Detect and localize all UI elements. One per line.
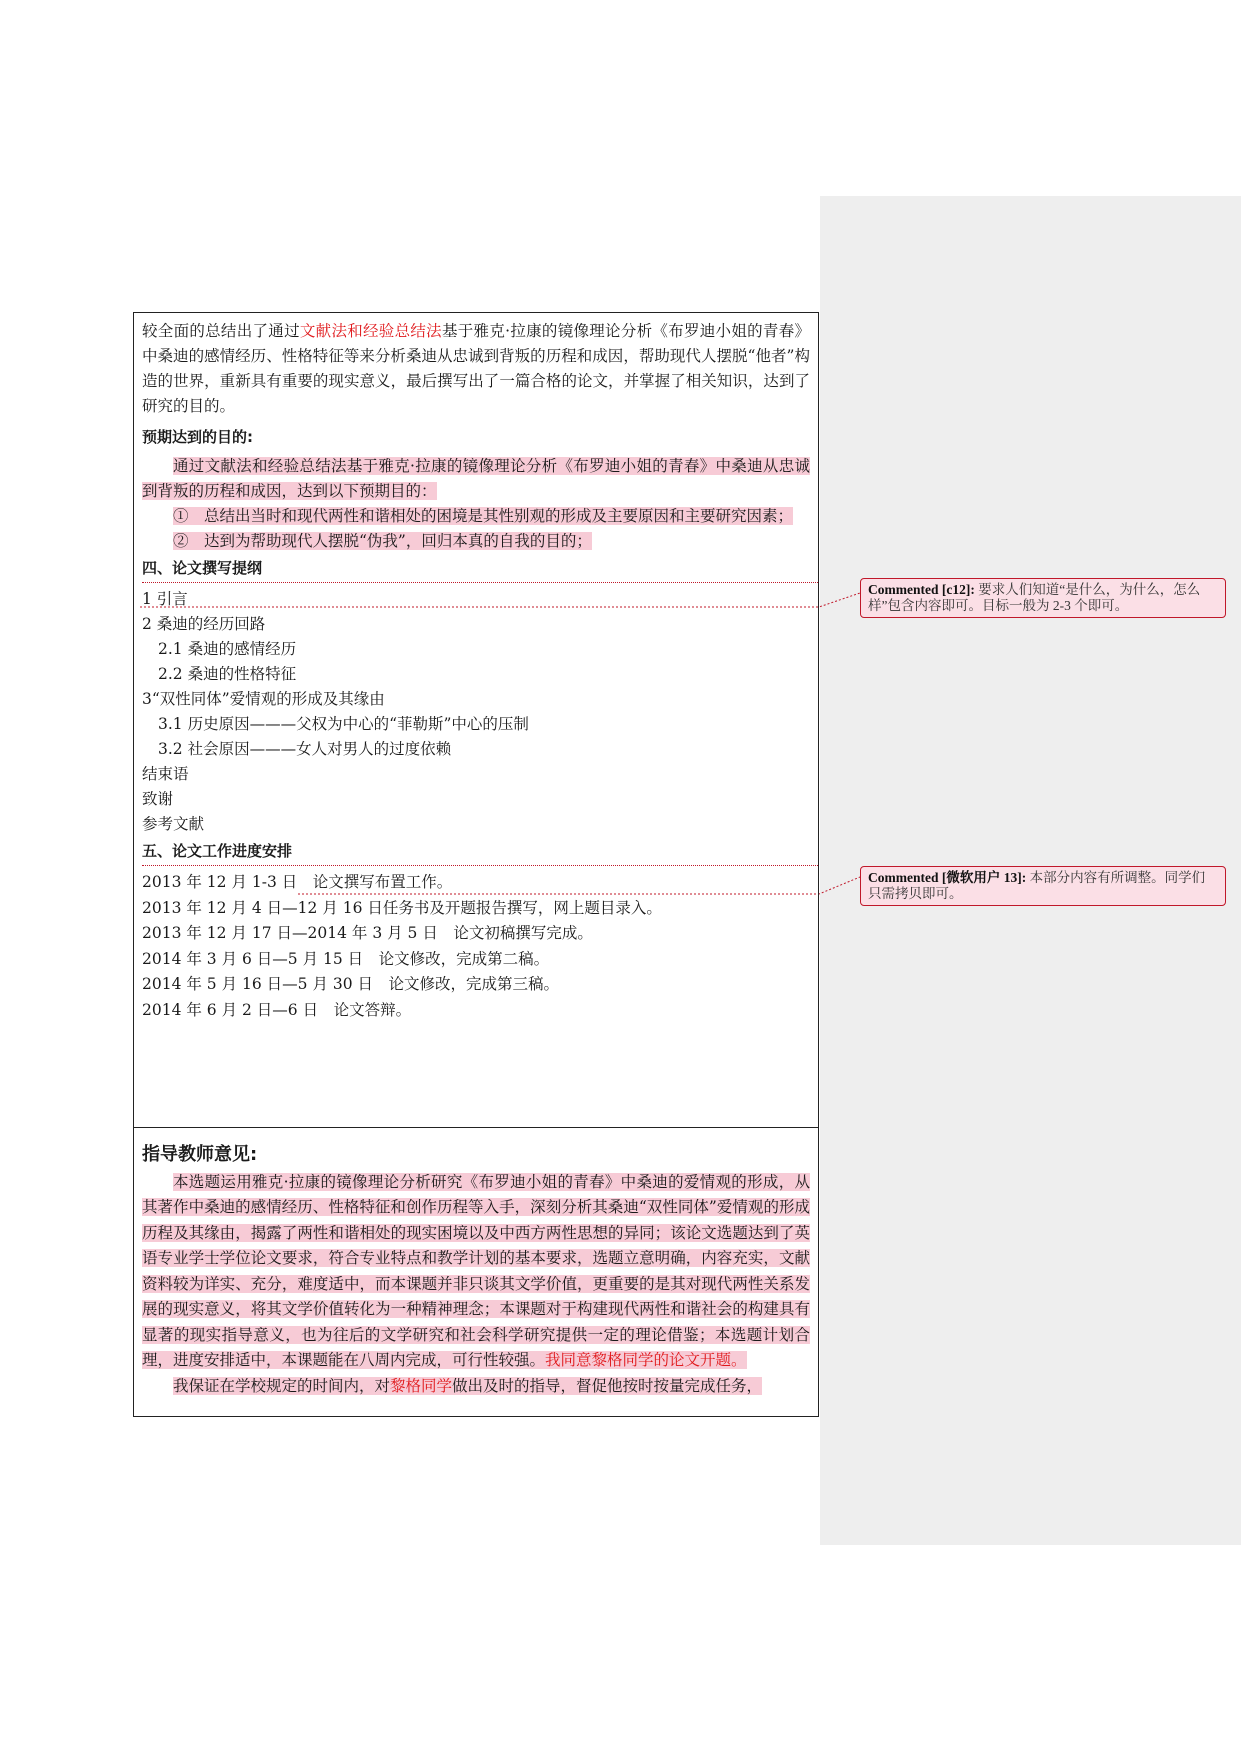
outline-item: 3.1 历史原因———父权为中心的“菲勒斯”中心的压制 <box>158 715 529 733</box>
schedule-list <box>142 870 810 1023</box>
comment-balloon-13[interactable] <box>860 866 1226 906</box>
schedule-item: 2013 年 12 月 4 日—12 月 16 日任务书及开题报告撰写，网上题目录入。 <box>142 898 662 917</box>
outline-item: 1 引言 <box>142 590 188 608</box>
method-highlight: 文献法和经验总结法 <box>299 322 442 340</box>
schedule-item: 2014 年 3 月 6 日—5 月 15 日 论文修改，完成第二稿。 <box>142 949 550 968</box>
outline-item: 参考文献 <box>142 815 205 833</box>
outline-list <box>142 587 810 837</box>
comment-text: 要求人们知道“是什么，为什么，怎么样”包含内容即可。目标一般为 2-3 个即可。 <box>868 582 1201 613</box>
outline-item: 3.2 社会原因———女人对男人的过度依赖 <box>158 740 452 758</box>
outline-item: 结束语 <box>142 765 189 783</box>
schedule-heading: 五、论文工作进度安排 <box>142 839 818 866</box>
outline-heading: 四、论文撰写提纲 <box>142 556 818 583</box>
comment-text: 本部分内容有所调整。同学们只需拷贝即可。 <box>868 870 1206 901</box>
schedule-item: 2014 年 5 月 16 日—5 月 30 日 论文修改，完成第三稿。 <box>142 975 560 993</box>
intro-paragraph: 较全面的总结出了通过文献法和经验总结法基于雅克·拉康的镜像理论分析《布罗迪小姐的青春》中桑迪的感情经历、性格特征等来分析桑迪从忠诚到背叛的历程和成因，帮助现代人摆脱“他者”构造的世界，重新具有重要的现实意义，最后撰写出了一篇合格的论文，并掌握了相关知识，达到了研究的目的。 <box>142 322 810 415</box>
schedule-item: 2013 年 12 月 17 日—2014 年 3 月 5 日 论文初稿撰写完成。 <box>142 924 593 942</box>
goals-intro: 通过文献法和经验总结法基于雅克·拉康的镜像理论分析《布罗迪小姐的青春》中桑迪从忠诚到背叛的历程和成因，达到以下预期目的： <box>142 457 810 500</box>
outline-item: 致谢 <box>142 790 174 808</box>
goal-item-2: ② 达到为帮助现代人摆脱“伪我”，回归本真的自我的目的； <box>173 532 592 550</box>
proposal-cell <box>133 312 819 1128</box>
approval-statement: 我同意黎格同学的论文开题。 <box>545 1351 747 1369</box>
teacher-opinion-cell <box>133 1127 819 1417</box>
comment-balloon-c12[interactable] <box>860 578 1226 618</box>
outline-item: 2 桑迪的经历回路 <box>142 615 266 633</box>
outline-item: 3“双性同体”爱情观的形成及其缘由 <box>142 690 385 708</box>
schedule-item: 2013 年 12 月 1-3 日 论文撰写布置工作。 <box>142 873 453 891</box>
schedule-item: 2014 年 6 月 2 日—6 日 论文答辩。 <box>142 1000 412 1019</box>
outline-item: 2.1 桑迪的感情经历 <box>158 640 297 658</box>
comment-author: Commented [微软用户 13]: <box>868 870 1027 885</box>
teacher-heading: 指导教师意见: <box>142 1144 258 1165</box>
goal-item-1: ① 总结出当时和现代两性和谐相处的困境是其性别观的形成及主要原因和主要研究因素； <box>173 507 794 525</box>
outline-item: 2.2 桑迪的性格特征 <box>158 665 297 683</box>
comment-author: Commented [c12]: <box>868 582 975 597</box>
teacher-guarantee: 我保证在学校规定的时间内，对黎格同学做出及时的指导，督促他按时按量完成任务， <box>173 1376 763 1395</box>
teacher-paragraph: 本选题运用雅克·拉康的镜像理论分析研究《布罗迪小姐的青春》中桑迪的爱情观的形成，从其著作中桑迪的感情经历、性格特征和创作历程等入手，深刻分析其桑迪“双性同体”爱情观的形成历程及其缘由，揭露了两性和谐相处的现实困境以及中西方两性思想的异同；该论文选题达到了英语专业学士学位论文要求，符合专业特点和教学计划的基本要求，选题立意明确，内容充实，文献资料较为详实、充分，难度适中，而本课题并非只谈其文学价值，更重要的是其对现代两性关系发展的现实意义，将其文学价值转化为一种精神理念；本课题对于构建现代两性和谐社会的构建具有显著的现实指导意义，也为往后的文学研究和社会科学研究提供一定的理论借鉴；本选题计划合理，进度安排适中，本课题能在八周内完成，可行性较强。我同意黎格同学的论文开题。 <box>142 1172 810 1369</box>
goals-heading: 预期达到的目的: <box>142 428 253 446</box>
